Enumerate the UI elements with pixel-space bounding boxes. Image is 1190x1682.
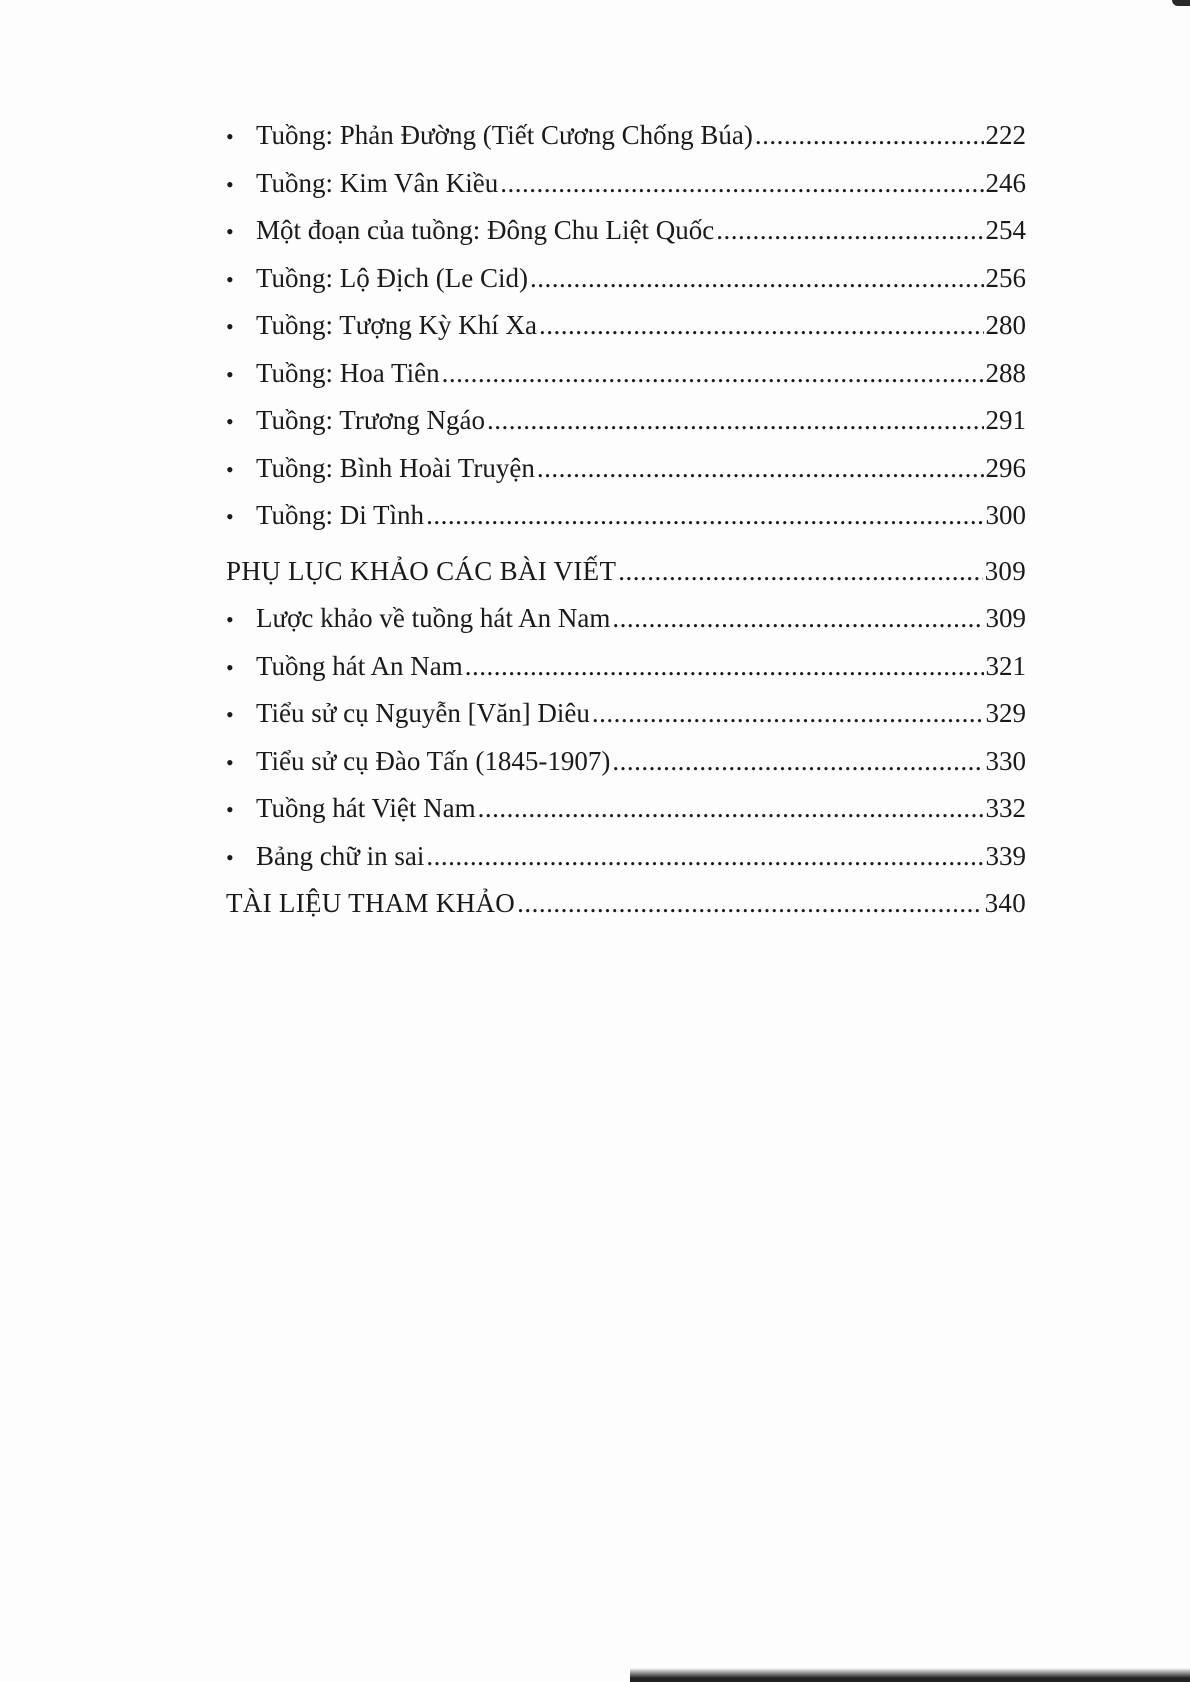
toc-entry-page: 222: [985, 120, 1026, 150]
dot-leader: [517, 880, 982, 928]
toc-entry: [226, 738, 1026, 786]
toc-entry: [226, 595, 1026, 643]
toc-entry-title: Tiểu sử cụ Nguyễn [Văn] Diêu: [256, 698, 590, 728]
toc-entry: [226, 350, 1026, 398]
toc-entry: [226, 160, 1026, 208]
page-edge-shadow-top: [1172, 0, 1190, 6]
toc-entry-title: Một đoạn của tuồng: Đông Chu Liệt Quốc: [256, 215, 715, 245]
toc-entry-page: 300: [985, 500, 1026, 530]
toc-entry-title: Tiểu sử cụ Đào Tấn (1845-1907): [256, 745, 611, 776]
dot-leader: [537, 445, 984, 493]
toc-entry-page: 291: [985, 405, 1026, 435]
toc-entry-page: 330: [985, 745, 1026, 776]
toc-entry-page: 321: [985, 650, 1026, 681]
toc-entry-page: 296: [985, 452, 1026, 483]
dot-leader: [426, 492, 983, 540]
toc-entry-page: 280: [985, 310, 1026, 340]
toc-entry-page: 339: [985, 840, 1026, 871]
toc-section-title: PHỤ LỤC KHẢO CÁC BÀI VIẾT: [226, 555, 617, 586]
bullet-icon: •: [226, 654, 234, 680]
table-of-contents: [226, 112, 1026, 928]
bullet-icon: •: [226, 314, 234, 339]
toc-entry-title: Lược khảo về tuồng hát An Nam: [256, 603, 611, 633]
toc-section-title: TÀI LIỆU THAM KHẢO: [226, 888, 516, 918]
toc-entry-page: 256: [985, 262, 1026, 293]
toc-entry-page: 254: [985, 215, 1026, 245]
dot-leader: [465, 643, 984, 691]
toc-entry-title: Tuồng: Phản Đường (Tiết Cương Chống Búa): [256, 120, 753, 150]
bullet-icon: •: [226, 456, 234, 482]
dot-leader: [612, 595, 983, 643]
toc-entry: [226, 492, 1026, 540]
dot-leader: [612, 738, 983, 786]
toc-entry-title: Tuồng: Hoa Tiên: [256, 357, 440, 388]
dot-leader: [716, 207, 983, 255]
toc-entry: [226, 397, 1026, 445]
toc-entry: [226, 112, 1026, 160]
toc-entry: [226, 690, 1026, 738]
toc-entry: [226, 302, 1026, 350]
toc-entry-title: Bảng chữ in sai: [256, 840, 425, 871]
dot-leader: [478, 785, 984, 833]
bullet-icon: •: [226, 124, 234, 149]
toc-entry-page: 329: [985, 698, 1026, 728]
toc-entry-title: Tuồng: Bình Hoài Truyện: [256, 452, 535, 483]
dot-leader: [530, 255, 984, 303]
toc-section-page: 340: [984, 888, 1026, 918]
bullet-icon: •: [226, 361, 234, 387]
toc-entry: [226, 833, 1026, 881]
toc-entry-title: Tuồng: Di Tình: [256, 500, 425, 530]
dot-leader: [592, 690, 984, 738]
dot-leader: [539, 302, 984, 350]
toc-entry-page: 309: [985, 603, 1026, 633]
toc-entry-page: 246: [985, 167, 1026, 198]
dot-leader: [487, 397, 984, 445]
toc-section-heading: [226, 880, 1026, 928]
toc-entry-title: Tuồng: Trương Ngáo: [256, 405, 485, 435]
bullet-icon: •: [226, 171, 234, 197]
bullet-icon: •: [226, 504, 234, 529]
toc-section-page: 309: [984, 555, 1026, 586]
bullet-icon: •: [226, 702, 234, 727]
bullet-icon: •: [226, 409, 234, 434]
page-edge-shadow-bottom: [630, 1668, 1190, 1682]
toc-entry-title: Tuồng: Kim Vân Kiều: [256, 167, 499, 198]
bullet-icon: •: [226, 219, 234, 244]
toc-entry: [226, 445, 1026, 493]
bullet-icon: •: [226, 607, 234, 632]
toc-entry-page: 288: [985, 357, 1026, 388]
toc-entry: [226, 255, 1026, 303]
dot-leader: [426, 833, 983, 881]
bullet-icon: •: [226, 844, 234, 870]
dot-leader: [500, 160, 983, 208]
toc-entry-title: Tuồng hát Việt Nam: [256, 793, 476, 823]
bullet-icon: •: [226, 266, 234, 292]
toc-section-heading: [226, 548, 1026, 596]
toc-entry-title: Tuồng hát An Nam: [256, 650, 463, 681]
dot-leader: [442, 350, 984, 398]
toc-entry-page: 332: [985, 793, 1026, 823]
toc-entry-title: Tuồng: Tượng Kỳ Khí Xa: [256, 310, 537, 340]
toc-entry-title: Tuồng: Lộ Địch (Le Cid): [256, 262, 528, 293]
dot-leader: [755, 112, 984, 160]
toc-entry: [226, 785, 1026, 833]
toc-entry: [226, 643, 1026, 691]
bullet-icon: •: [226, 749, 234, 775]
dot-leader: [618, 548, 982, 596]
bullet-icon: •: [226, 797, 234, 822]
toc-entry: [226, 207, 1026, 255]
